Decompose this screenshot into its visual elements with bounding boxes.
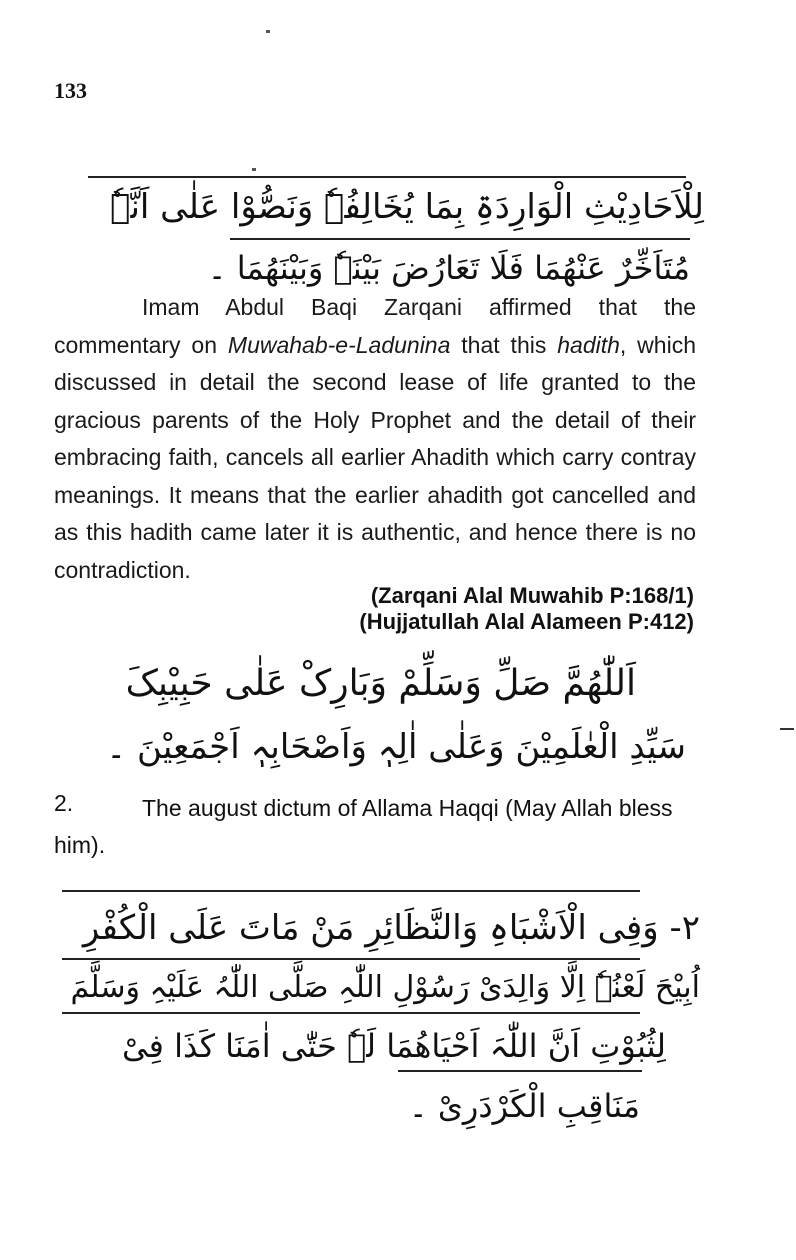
mid-rule — [62, 958, 640, 960]
arabic-line: لِلْاَحَادِیْثِ الْوَارِدَۃِ بِمَا یُخَالِفُہٗ وَنَصُّوْا عَلٰی اَنَّہٗ — [110, 187, 704, 227]
page-number: 133 — [54, 78, 87, 103]
top-rule — [88, 176, 686, 178]
arabic-line: ۲- وَفِی الْاَشْبَاہِ وَالنَّظَائِرِ مَنْ مَاتَ عَلَی الْکُفْرِ — [82, 908, 700, 948]
mid-rule — [230, 238, 690, 240]
mid-rule — [62, 1012, 640, 1014]
durood-line: اَللّٰھُمَّ صَلِّ وَسَلِّمْ وَبَارِکْ عَلٰی حَبِیْبِکَ — [125, 663, 636, 704]
reference-citation: (Hujjatullah Alal Alameen P:412) — [359, 609, 694, 634]
reference-citation: (Zarqani Alal Muwahib P:168/1) — [370, 583, 694, 608]
item-2-text: The august dictum of Allama Haqqi (May Allah bless him). — [54, 795, 673, 858]
arabic-line: لِثُبُوْتِ اَنَّ اللّٰہَ اَحْیَاھُمَا لَہٗ حَتّٰی اٰمَنَا کَذَا فِیْ — [121, 1027, 666, 1065]
arabic-line: مَنَاقِبِ الْکَرْدَرِیْ ۔ — [408, 1087, 640, 1125]
emphasis: hadith — [557, 331, 620, 358]
scan-mark — [780, 728, 794, 730]
body-paragraph: Imam Abdul Baqi Zarqani affirmed that the commentary on Muwahab-e-Ladunina that this hadith, which discussed in detail the second lease of life granted to the gracious parents of the Holy Prophet and the detail of their embracing faith, cancels all earlier Ahadith which carry contray meanings. It means that the earlier ahadith got cancelled and as this hadith came later it is authentic, and hence there is no contradiction. — [54, 294, 696, 583]
emphasis: Muwahab-e-Ladunina — [227, 331, 451, 358]
mid-rule — [398, 1070, 642, 1072]
scan-speck — [252, 168, 256, 171]
arabic-line: اُبِیْحَ لَعْنُہٗ اِلَّا وَالِدَیْ رَسُوْلِ اللّٰہِ صَلَّی اللّٰہُ عَلَیْہِ وَسَلَّمَ — [70, 970, 700, 1005]
top-rule — [62, 890, 640, 892]
scan-speck — [266, 30, 270, 33]
durood-line: سَیِّدِ الْعٰلَمِیْنَ وَعَلٰی اٰلِہٖ وَاَصْحَابِہٖ اَجْمَعِیْنَ ۔ — [106, 727, 686, 767]
arabic-line: مُتَاَخِّرٌ عَنْھُمَا فَلَا تَعَارُضَ بَیْنَہٗ وَبَیْنَھُمَا ۔ — [207, 249, 690, 287]
item-number: 2. — [54, 790, 74, 816]
